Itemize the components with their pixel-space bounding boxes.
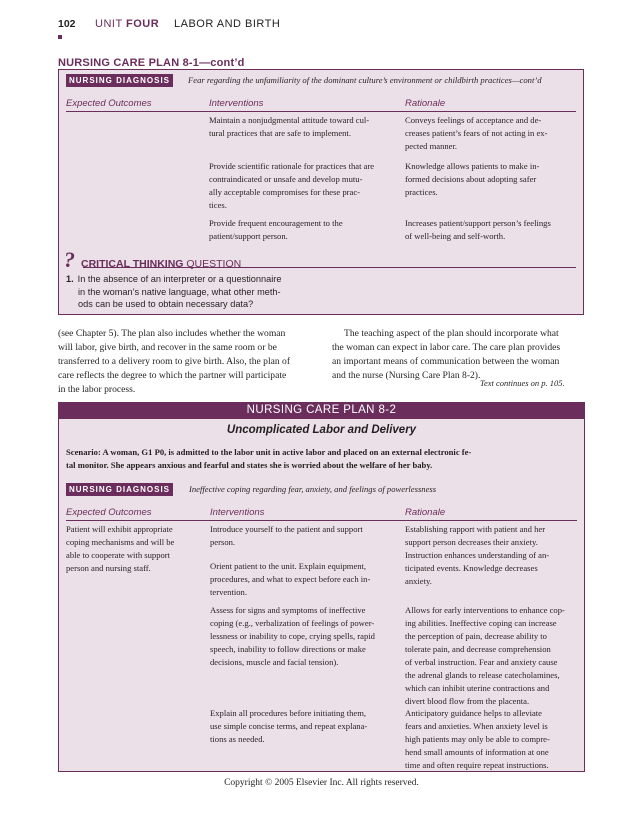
plan1-intervention-3 bbox=[209, 217, 394, 243]
text-line: Anticipatory guidance helps to alleviate bbox=[405, 708, 542, 718]
text-line: Provide scientific rationale for practices that are bbox=[209, 161, 375, 171]
text-line: Conveys feelings of acceptance and de- bbox=[405, 115, 542, 125]
plan2-intervention-2 bbox=[210, 560, 400, 599]
text-line: care reflects the degree to which the partner will participate bbox=[58, 370, 287, 381]
text-line: Patient will exhibit appropriate bbox=[66, 524, 173, 534]
plan2-title: NURSING CARE PLAN 8-2 bbox=[246, 404, 397, 416]
text-line: patient/support person. bbox=[209, 231, 288, 241]
question-label: QUESTION bbox=[186, 258, 242, 270]
text-line: coping (e.g., verbalization of feelings of power- bbox=[210, 618, 375, 628]
unit-prefix: UNIT bbox=[95, 18, 123, 30]
text-line: lessness or inability to cope, crying spells, rapid bbox=[210, 631, 375, 641]
text-line: coping mechanisms and will be bbox=[66, 537, 175, 547]
plan1-rationale-2 bbox=[405, 160, 580, 199]
plan1-intervention-2 bbox=[209, 160, 394, 212]
text-line: Instruction enhances understanding of an- bbox=[405, 550, 550, 560]
plan2-scenario bbox=[66, 446, 578, 472]
text-line: hend small amounts of information at one bbox=[405, 747, 549, 757]
text-line: ods can be used to obtain necessary data? bbox=[78, 299, 254, 309]
text-line: practices. bbox=[405, 187, 438, 197]
text-line: Explain all procedures before initiating them, bbox=[210, 708, 367, 718]
text-line: the woman can expect in labor care. The care plan provides bbox=[332, 342, 561, 353]
text-line: tices. bbox=[209, 200, 227, 210]
plan2-col-rationale: Rationale bbox=[405, 507, 446, 518]
text-line: Knowledge allows patients to make in- bbox=[405, 161, 540, 171]
header-marker bbox=[58, 35, 62, 39]
question-mark-icon: ? bbox=[64, 247, 75, 272]
plan2-header-rule bbox=[66, 520, 577, 521]
text-line: in the woman’s native language, what other meth- bbox=[78, 286, 281, 297]
plan2-rationale-3 bbox=[405, 604, 583, 708]
text-line: pected manner. bbox=[405, 141, 458, 151]
plan1-diagnosis-badge: NURSING DIAGNOSIS bbox=[66, 74, 173, 87]
text-line: tal monitor. She appears anxious and fearful and states she is worried about the welfare of her baby. bbox=[66, 460, 433, 470]
plan1-diagnosis-text: Fear regarding the unfamiliarity of the dominant culture’s environment or childbirth practices—cont’d bbox=[188, 75, 542, 85]
text-line: formed decisions about adopting safer bbox=[405, 174, 537, 184]
page-number: 102 bbox=[58, 18, 76, 30]
plan1-col-rationale: Rationale bbox=[405, 98, 446, 109]
copyright-footer: Copyright © 2005 Elsevier Inc. All rights reserved. bbox=[224, 778, 419, 788]
text-line: procedures, and what to expect before each in- bbox=[210, 574, 371, 584]
text-line: use simple concise terms, and repeat explana- bbox=[210, 721, 368, 731]
plan1-title: NURSING CARE PLAN 8-1—cont’d bbox=[58, 57, 245, 69]
text-line: decisions, muscle and facial tension). bbox=[210, 657, 339, 667]
text-line: an important means of communication between the woman bbox=[332, 356, 560, 367]
text-line: Increases patient/support person’s feelings bbox=[405, 218, 551, 228]
text-line: support person decreases their anxiety. bbox=[405, 537, 538, 547]
plan1-header-rule bbox=[66, 111, 576, 112]
body-paragraph-left bbox=[58, 327, 316, 397]
text-line: high patients may only be able to compre- bbox=[405, 734, 550, 744]
text-line: tions as needed. bbox=[210, 734, 265, 744]
body-paragraph-right bbox=[332, 327, 585, 383]
plan2-col-outcomes: Expected Outcomes bbox=[66, 507, 152, 518]
plan1-col-interventions: Interventions bbox=[209, 98, 264, 109]
continued-note: Text continues on p. 105. bbox=[480, 378, 565, 388]
critical-thinking-question bbox=[66, 273, 326, 311]
text-line: of well-being and self-worth. bbox=[405, 231, 506, 241]
text-line: in the labor process. bbox=[58, 384, 136, 395]
unit-label bbox=[95, 18, 159, 30]
section-title: LABOR AND BIRTH bbox=[174, 18, 281, 30]
text-line: will labor, give birth, and recover in the same room or be bbox=[58, 342, 277, 353]
text-line: ticipated events. Knowledge decreases bbox=[405, 563, 538, 573]
text-line: Scenario: A woman, G1 P0, is admitted to the labor unit in active labor and placed on an external electronic fe- bbox=[66, 447, 472, 457]
text-line: and the nurse (Nursing Care Plan 8-2). bbox=[332, 370, 481, 381]
text-line: anxiety. bbox=[405, 576, 432, 586]
plan2-subtitle: Uncomplicated Labor and Delivery bbox=[226, 424, 417, 436]
question-number: 1. bbox=[66, 274, 74, 284]
text-line: speech, inability to follow directions or make bbox=[210, 644, 366, 654]
unit-name: FOUR bbox=[126, 18, 160, 30]
plan2-outcome bbox=[66, 523, 201, 575]
text-line: the perception of pain, decrease ability to bbox=[405, 631, 547, 641]
plan1-rationale-3 bbox=[405, 217, 580, 243]
text-line: Introduce yourself to the patient and support bbox=[210, 524, 363, 534]
text-line: which can inhibit uterine contractions and bbox=[405, 683, 550, 693]
text-line: Assess for signs and symptoms of ineffective bbox=[210, 605, 366, 615]
plan2-diagnosis-badge: NURSING DIAGNOSIS bbox=[66, 483, 173, 496]
text-line: divert blood flow from the placenta. bbox=[405, 696, 530, 706]
text-line: ing abilities. Ineffective coping can increase bbox=[405, 618, 557, 628]
plan2-intervention-3 bbox=[210, 604, 400, 669]
text-line: In the absence of an interpreter or a questionnaire bbox=[77, 274, 282, 284]
text-line: (see Chapter 5). The plan also includes whether the woman bbox=[58, 328, 286, 339]
text-line: time and often require repeat instructions. bbox=[405, 760, 549, 770]
text-line: contraindicated or unsafe and develop mutu- bbox=[209, 174, 363, 184]
plan1-rationale-1 bbox=[405, 114, 580, 153]
text-line: Allows for early interventions to enhance cop- bbox=[405, 605, 565, 615]
text-line: of verbal instruction. Fear and anxiety cause bbox=[405, 657, 558, 667]
plan2-diagnosis-text: Ineffective coping regarding fear, anxiety, and feelings of powerlessness bbox=[189, 484, 437, 494]
text-line: fears and anxieties. When anxiety level is bbox=[405, 721, 548, 731]
text-line: Provide frequent encouragement to the bbox=[209, 218, 343, 228]
text-line: tolerate pain, and decrease comprehension bbox=[405, 644, 551, 654]
text-line: tural practices that are safe to implement. bbox=[209, 128, 351, 138]
text-line: Orient patient to the unit. Explain equipment, bbox=[210, 561, 367, 571]
plan2-rationale-1 bbox=[405, 523, 583, 588]
critical-thinking-label: CRITICAL THINKING bbox=[81, 258, 184, 270]
text-line: Establishing rapport with patient and her bbox=[405, 524, 546, 534]
text-line: ally acceptable compromises for these prac- bbox=[209, 187, 361, 197]
text-line: tervention. bbox=[210, 587, 247, 597]
text-line: able to cooperate with support bbox=[66, 550, 171, 560]
text-line: The teaching aspect of the plan should incorporate what bbox=[344, 328, 559, 339]
plan1-col-outcomes: Expected Outcomes bbox=[66, 98, 152, 109]
plan1-intervention-1 bbox=[209, 114, 394, 140]
text-line: Maintain a nonjudgmental attitude toward cul- bbox=[209, 115, 370, 125]
plan2-col-interventions: Interventions bbox=[210, 507, 265, 518]
text-line: the adrenal glands to release catecholamines, bbox=[405, 670, 560, 680]
critical-thinking-heading bbox=[81, 258, 241, 270]
plan2-intervention-1 bbox=[210, 523, 400, 549]
text-line: person and nursing staff. bbox=[66, 563, 151, 573]
text-line: transferred to a delivery room to give birth. Also, the plan of bbox=[58, 356, 291, 367]
plan2-rationale-4 bbox=[405, 707, 583, 772]
text-line: person. bbox=[210, 537, 236, 547]
text-line: creases patient’s fears of not acting in ex- bbox=[405, 128, 548, 138]
plan2-intervention-4 bbox=[210, 707, 400, 746]
